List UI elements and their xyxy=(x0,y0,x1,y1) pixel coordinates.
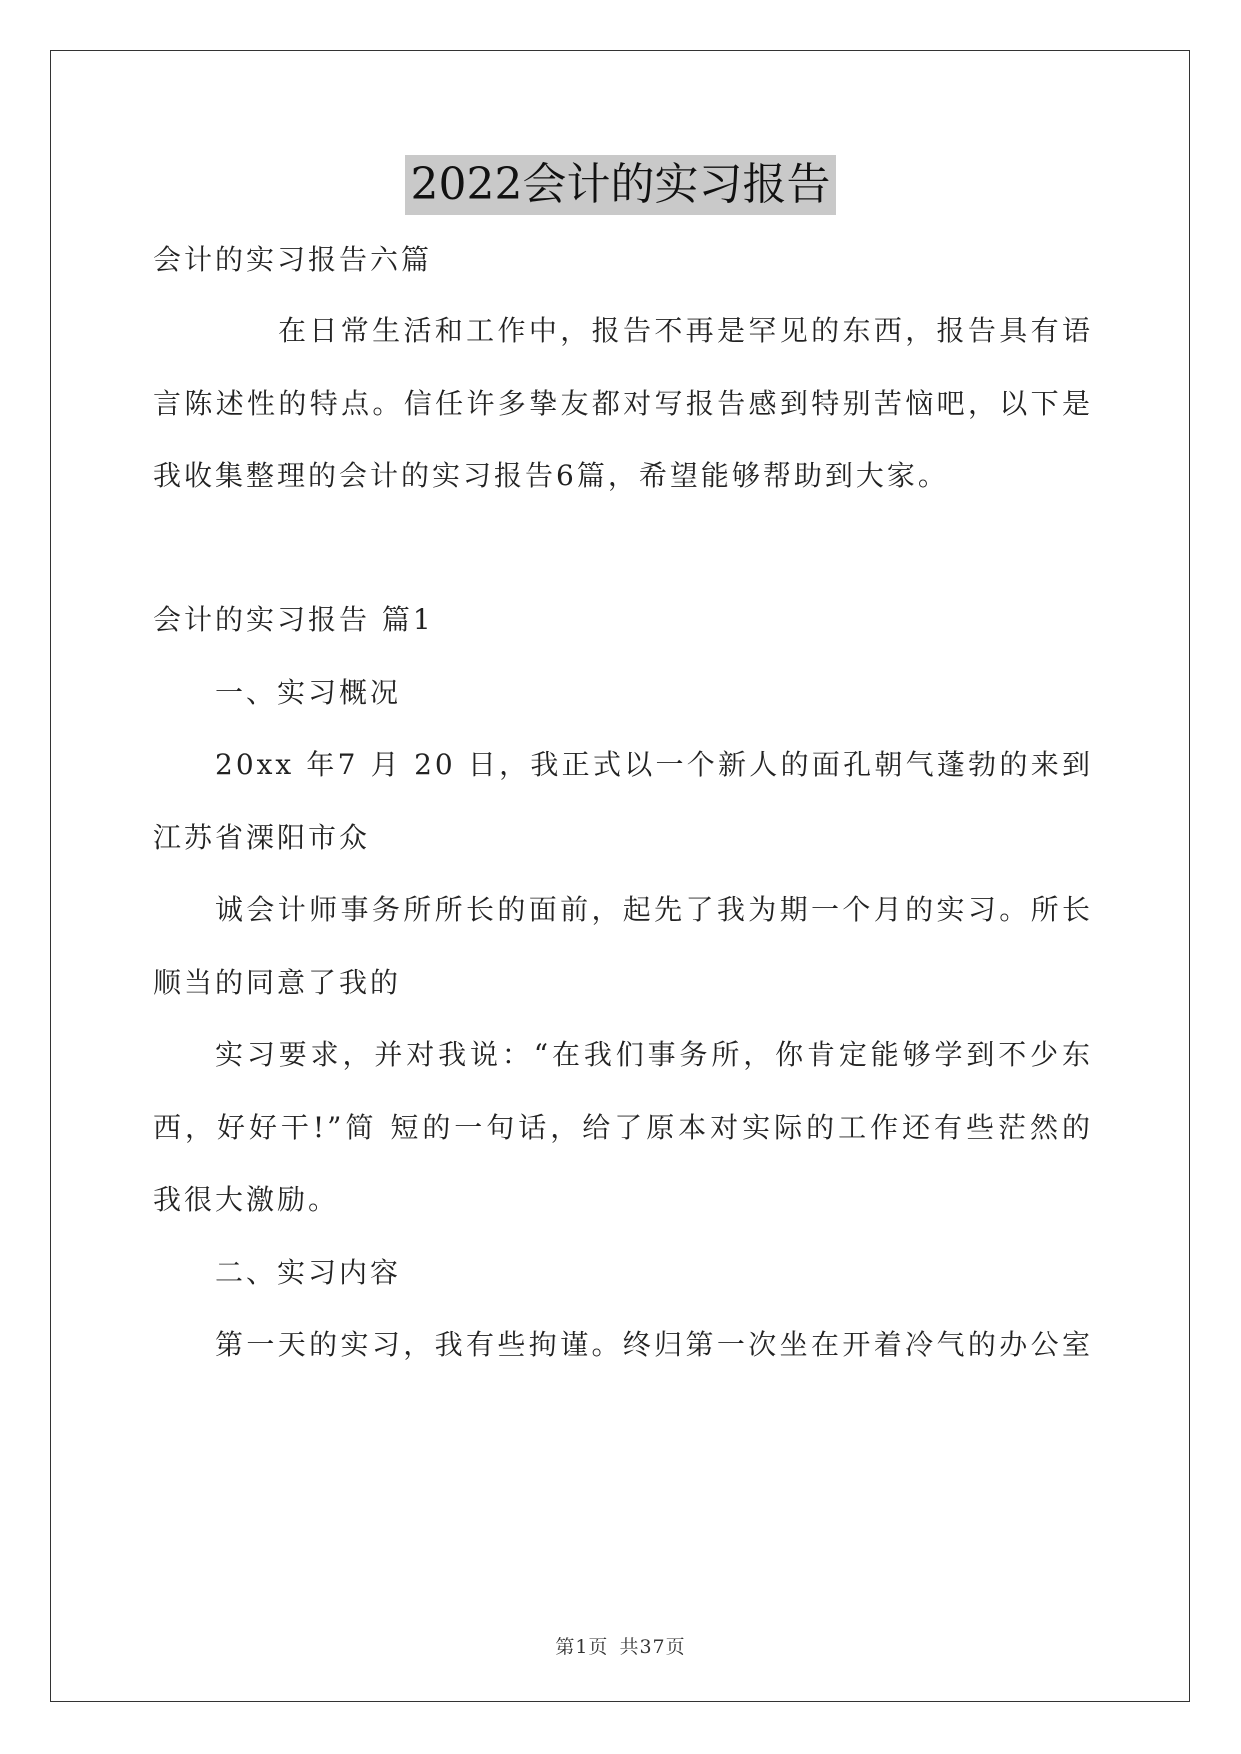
paragraph-line: 20xx 年7 月 20 日，我正式以一个新人的面孔朝气蓬勃的来到 xyxy=(215,748,1093,781)
paragraph-line: 江苏省溧阳市众 xyxy=(153,821,371,854)
paragraph-line: 顺当的同意了我的 xyxy=(153,966,402,999)
paragraph-line: 西，好好干!”简 短的一句话，给了原本对实际的工作还有些茫然的 xyxy=(153,1111,1093,1144)
paragraph-line: 言陈述性的特点。信任许多挚友都对写报告感到特别苦恼吧，以下是 xyxy=(153,387,1093,420)
subtitle-line: 会计的实习报告六篇 xyxy=(153,243,433,276)
paragraph-line: 在日常生活和工作中，报告不再是罕见的东西，报告具有语 xyxy=(278,314,1093,347)
sub-heading: 一、实习概况 xyxy=(215,676,402,709)
paragraph-line: 诚会计师事务所所长的面前，起先了我为期一个月的实习。所长 xyxy=(215,893,1093,926)
sub-heading: 二、实习内容 xyxy=(215,1256,402,1289)
paragraph-line: 第一天的实习，我有些拘谨。终归第一次坐在开着冷气的办公室 xyxy=(215,1328,1093,1361)
title-container xyxy=(0,155,1241,215)
document-title[interactable]: 2022会计的实习报告 xyxy=(405,155,837,215)
paragraph-line: 实习要求，并对我说：“在我们事务所，你肯定能够学到不少东 xyxy=(215,1038,1093,1071)
page-total: 共37页 xyxy=(619,1636,686,1658)
page-border xyxy=(50,50,1190,1702)
paragraph-line: 我很大激励。 xyxy=(153,1183,340,1216)
page-footer xyxy=(0,1632,1241,1659)
paragraph-line: 我收集整理的会计的实习报告6篇，希望能够帮助到大家。 xyxy=(153,459,949,492)
page-number: 第1页 xyxy=(555,1636,609,1658)
section-heading: 会计的实习报告 篇1 xyxy=(153,603,434,636)
